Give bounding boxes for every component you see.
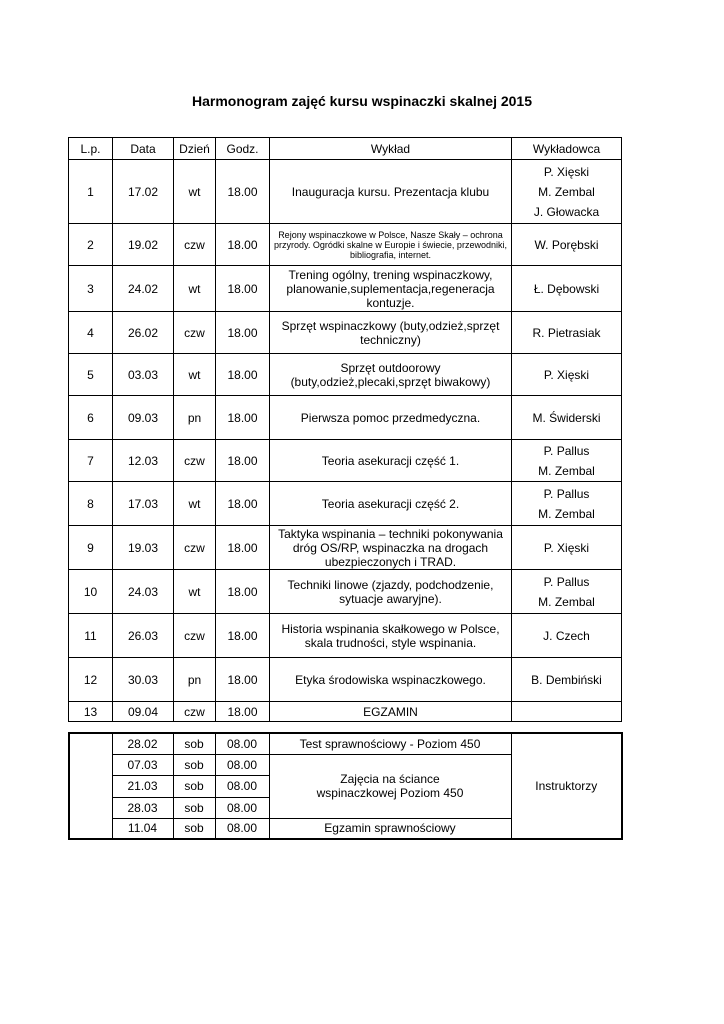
cell-dzien: wt	[174, 570, 216, 614]
cell-wykladowca	[512, 160, 622, 224]
lecturer-name: Ł. Dębowski	[533, 281, 600, 296]
cell-wyklad: EGZAMIN	[270, 702, 512, 722]
cell-data: 30.03	[113, 658, 174, 702]
cell-wykladowca	[512, 570, 622, 614]
cell-wyklad: Sprzęt outdoorowy (buty,odzież,plecaki,sprzęt biwakowy)	[270, 354, 512, 396]
table-row	[69, 658, 622, 702]
cell-data: 24.03	[113, 570, 174, 614]
cell-lp: 6	[69, 396, 113, 440]
cell-dzien: sob	[173, 754, 215, 775]
cell-lp: 2	[69, 224, 113, 266]
lecturer-name: M. Zembal	[538, 594, 595, 609]
cell-godz: 18.00	[216, 266, 270, 312]
cell-godz: 18.00	[216, 160, 270, 224]
column-header: L.p.	[69, 138, 113, 160]
cell-godz: 18.00	[216, 396, 270, 440]
table-row	[69, 440, 622, 482]
cell-wyklad: Teoria asekuracji część 1.	[270, 440, 512, 482]
cell-wyklad: Pierwsza pomoc przedmedyczna.	[270, 396, 512, 440]
cell-godz: 18.00	[216, 526, 270, 570]
cell-wykladowca	[512, 482, 622, 526]
header-row	[69, 138, 622, 160]
cell-data: 12.03	[113, 440, 174, 482]
cell-wykladowca	[512, 658, 622, 702]
cell-godz: 18.00	[216, 702, 270, 722]
cell-godz: 18.00	[216, 658, 270, 702]
cell-godz: 08.00	[215, 733, 269, 754]
cell-godz: 18.00	[216, 224, 270, 266]
practical-schedule-table	[68, 732, 623, 840]
column-header: Data	[113, 138, 174, 160]
table-row	[69, 160, 622, 224]
cell-wyklad: Inauguracja kursu. Prezentacja klubu	[270, 160, 512, 224]
cell-godz: 08.00	[215, 818, 269, 839]
lecturer-name: R. Pietrasiak	[532, 325, 601, 340]
cell-lp: 7	[69, 440, 113, 482]
cell-lp: 8	[69, 482, 113, 526]
cell-wyklad: Rejony wspinaczkowe w Polsce, Nasze Skały – ochrona przyrody. Ogródki skalne w Europie i świecie, przewodniki, bibliografia, internet.	[270, 224, 512, 266]
cell-godz: 18.00	[216, 614, 270, 658]
cell-data: 19.03	[113, 526, 174, 570]
cell-lp: 9	[69, 526, 113, 570]
table-row	[69, 396, 622, 440]
cell-wyklad: Techniki linowe (zjazdy, podchodzenie, sytuacje awaryjne).	[270, 570, 512, 614]
cell-dzien: wt	[174, 354, 216, 396]
cell-lp: 1	[69, 160, 113, 224]
lecturer-name: P. Xięski	[543, 164, 590, 179]
practical-row	[69, 733, 622, 754]
cell-dzien: czw	[174, 702, 216, 722]
lecturer-name: P. Xięski	[543, 540, 590, 555]
cell-dzien: wt	[174, 266, 216, 312]
cell-godz: 18.00	[216, 570, 270, 614]
lecturer-name: P. Pallus	[543, 443, 590, 458]
lecturer-name: M. Zembal	[538, 184, 595, 199]
column-header: Wykład	[270, 138, 512, 160]
cell-data: 26.02	[113, 312, 174, 354]
cell-dzien: czw	[174, 224, 216, 266]
fitness-exam-cell: Egzamin sprawnościowy	[269, 818, 511, 839]
cell-wykladowca	[512, 614, 622, 658]
cell-wykladowca	[512, 440, 622, 482]
table-row	[69, 354, 622, 396]
cell-dzien: sob	[173, 733, 215, 754]
table-row	[69, 224, 622, 266]
cell-wyklad: Historia wspinania skałkowego w Polsce, skala trudności, style wspinania.	[270, 614, 512, 658]
cell-data: 09.04	[113, 702, 174, 722]
table-row	[69, 312, 622, 354]
cell-data: 03.03	[113, 354, 174, 396]
cell-data: 24.02	[113, 266, 174, 312]
cell-data: 19.02	[113, 224, 174, 266]
table-row	[69, 526, 622, 570]
lecturer-name: J. Głowacka	[533, 204, 600, 219]
table-row	[69, 614, 622, 658]
cell-dzien: sob	[173, 818, 215, 839]
cell-dzien: wt	[174, 160, 216, 224]
cell-dzien: czw	[174, 526, 216, 570]
page-title: Harmonogram zajęć kursu wspinaczki skalnej 2015	[191, 93, 533, 109]
table-row	[69, 482, 622, 526]
cell-wykladowca	[512, 312, 622, 354]
cell-lp: 3	[69, 266, 113, 312]
column-header: Wykładowca	[512, 138, 622, 160]
cell-dzien: pn	[174, 396, 216, 440]
cell-wykladowca	[512, 396, 622, 440]
cell-data: 07.03	[112, 754, 173, 775]
lecturer-name: J. Czech	[543, 628, 590, 643]
column-header: Godz.	[216, 138, 270, 160]
lecturer-name: P. Xięski	[543, 367, 590, 382]
cell-dzien: wt	[174, 482, 216, 526]
instructors-cell: Instruktorzy	[511, 733, 622, 839]
cell-wyklad: Taktyka wspinania – techniki pokonywania dróg OS/RP, wspinaczka na drogach ubezpieczonych i TRAD.	[270, 526, 512, 570]
lecturer-name: W. Porębski	[534, 237, 599, 252]
cell-wyklad: Sprzęt wspinaczkowy (buty,odzież,sprzęt techniczny)	[270, 312, 512, 354]
cell-data: 11.04	[112, 818, 173, 839]
cell-wykladowca	[512, 526, 622, 570]
cell-wykladowca	[512, 354, 622, 396]
cell-lp: 11	[69, 614, 113, 658]
cell-wykladowca	[512, 702, 622, 722]
cell-godz: 18.00	[216, 482, 270, 526]
table-row	[69, 570, 622, 614]
cell-data: 09.03	[113, 396, 174, 440]
cell-wykladowca	[512, 266, 622, 312]
cell-data: 17.02	[113, 160, 174, 224]
cell-data: 21.03	[112, 775, 173, 797]
table-row	[69, 266, 622, 312]
cell-dzien: sob	[173, 797, 215, 818]
cell-lp: 4	[69, 312, 113, 354]
cell-godz: 08.00	[215, 797, 269, 818]
cell-lp: 5	[69, 354, 113, 396]
lecturer-name: P. Pallus	[543, 486, 590, 501]
table-row	[69, 702, 622, 722]
lecturer-name: P. Pallus	[543, 574, 590, 589]
cell-godz: 08.00	[215, 754, 269, 775]
column-header: Dzień	[174, 138, 216, 160]
cell-godz: 18.00	[216, 440, 270, 482]
cell-dzien: czw	[174, 440, 216, 482]
lecturer-name: M. Zembal	[538, 506, 595, 521]
cell-wykladowca	[512, 224, 622, 266]
climbing-wall-cell: Zajęcia na ściance wspinaczkowej Poziom 450	[269, 754, 511, 818]
cell-dzien: pn	[174, 658, 216, 702]
cell-data: 17.03	[113, 482, 174, 526]
cell-dzien: sob	[173, 775, 215, 797]
lecturer-name: B. Dembiński	[531, 672, 602, 687]
lecture-schedule-table	[68, 137, 622, 722]
cell-dzien: czw	[174, 312, 216, 354]
lecturer-name: M. Świderski	[532, 410, 601, 425]
empty-lp-cell	[69, 733, 112, 839]
cell-godz: 18.00	[216, 312, 270, 354]
cell-lp: 12	[69, 658, 113, 702]
fitness-test-cell: Test sprawnościowy - Poziom 450	[269, 733, 511, 754]
cell-data: 28.02	[112, 733, 173, 754]
cell-wyklad: Etyka środowiska wspinaczkowego.	[270, 658, 512, 702]
cell-wyklad: Trening ogólny, trening wspinaczkowy, planowanie,suplementacja,regeneracja kontuzje.	[270, 266, 512, 312]
cell-lp: 10	[69, 570, 113, 614]
cell-data: 28.03	[112, 797, 173, 818]
cell-dzien: czw	[174, 614, 216, 658]
cell-data: 26.03	[113, 614, 174, 658]
lecturer-name: M. Zembal	[538, 463, 595, 478]
cell-godz: 18.00	[216, 354, 270, 396]
cell-godz: 08.00	[215, 775, 269, 797]
cell-lp: 13	[69, 702, 113, 722]
cell-wyklad: Teoria asekuracji część 2.	[270, 482, 512, 526]
